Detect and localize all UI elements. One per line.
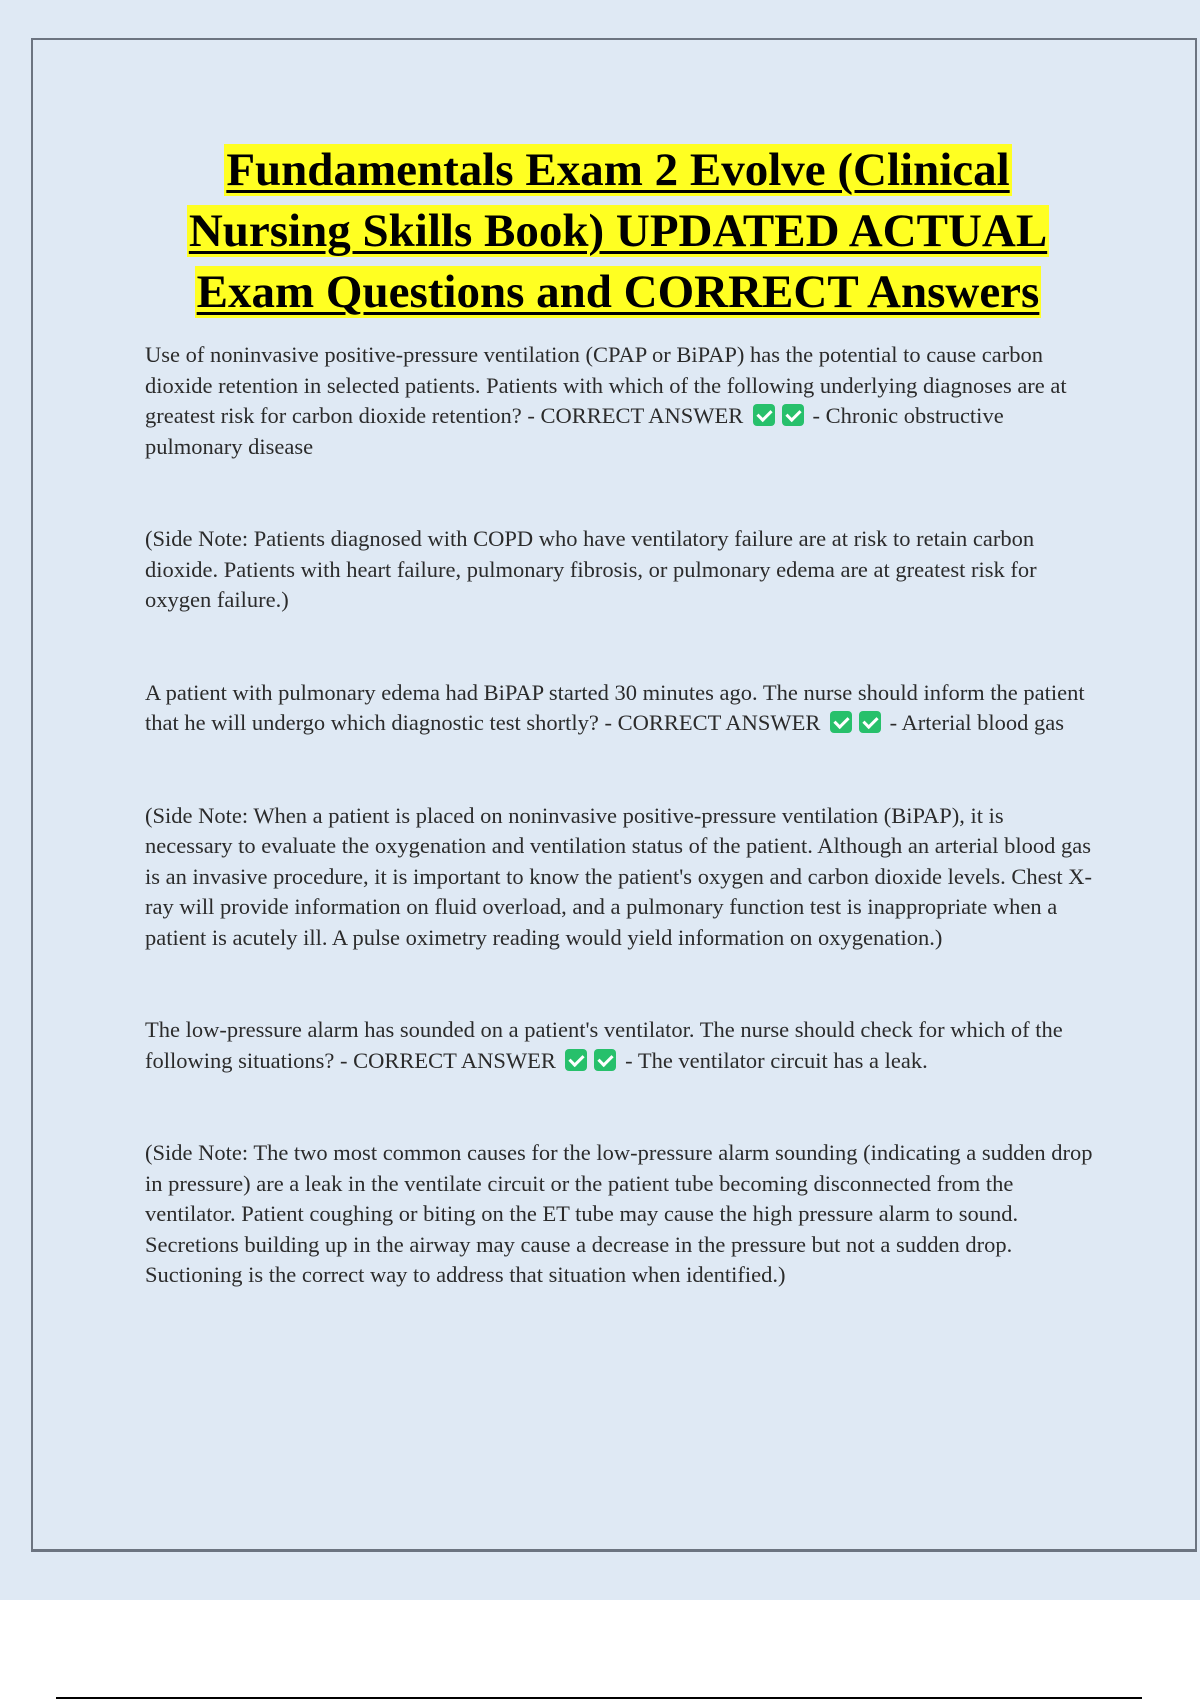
green-checkmark-icon [782, 404, 804, 426]
question-text: The low-pressure alarm has sounded on a patient's ventilator. The nurse should check for which of the following situations? - CORRECT ANSWER [145, 1017, 1063, 1073]
question-text: Use of noninvasive positive-pressure ventilation (CPAP or BiPAP) has the potential to cause carbon dioxide retention in selected patients. Patients with which of the following underlying diagnoses are at greatest risk for carbon dioxide retention? - CORRECT ANSWER [145, 342, 1067, 428]
page-divider [56, 1697, 1142, 1699]
title-line-3: Exam Questions and CORRECT Answers [196, 266, 1040, 318]
question-answer-1 [145, 340, 1095, 462]
question-text: A patient with pulmonary edema had BiPAP started 30 minutes ago. The nurse should inform the patient that he will undergo which diagnostic test shortly? - CORRECT ANSWER [145, 679, 1085, 735]
answer-text: - Arterial blood gas [889, 710, 1064, 735]
answer-text: - Chronic obstructive pulmonary disease [145, 403, 1004, 459]
title-line-2: Nursing Skills Book) UPDATED ACTUAL [188, 205, 1048, 257]
answer-text: - The ventilator circuit has a leak. [625, 1047, 928, 1073]
side-note-1: (Side Note: Patients diagnosed with COPD who have ventilatory failure are at risk to retain carbon dioxide. Patients with heart failure, pulmonary fibrosis, or pulmonary edema are at greatest risk for oxygen failure.) [145, 526, 1037, 612]
question-answer-2 [145, 678, 1095, 739]
green-checkmark-icon [594, 1049, 616, 1071]
green-checkmark-icon [859, 711, 881, 733]
green-checkmark-icon [753, 404, 775, 426]
green-checkmark-icon [565, 1049, 587, 1071]
side-note-3: (Side Note: The two most common causes for the low-pressure alarm sounding (indicating a sudden drop in pressure) are a leak in the ventilate circuit or the patient tube becoming disconnected from the ventilator. Patient coughing or biting on the ET tube may cause the high pressure alarm to sound. Secretions building up in the airway may cause a decrease in the pressure but not a sudden drop. Suctioning is the correct way to address that situation when identified.) [145, 1140, 1093, 1287]
document-title [60, 140, 1176, 323]
green-checkmark-icon [830, 711, 852, 733]
title-line-1: Fundamentals Exam 2 Evolve (Clinical [226, 144, 1010, 196]
question-answer-3 [145, 1015, 1095, 1076]
side-note-2: (Side Note: When a patient is placed on noninvasive positive-pressure ventilation (BiPAP), it is necessary to evaluate the oxygenation and ventilation status of the patient. Although an arterial blood gas is an invasive procedure, it is important to know the patient's oxygen and carbon dioxide levels. Chest X-ray will provide information on fluid overload, and a pulmonary function test is inappropriate when a patient is acutely ill. A pulse oximetry reading would yield information on oxygenation.) [145, 802, 1092, 950]
question-list [145, 340, 1095, 1353]
